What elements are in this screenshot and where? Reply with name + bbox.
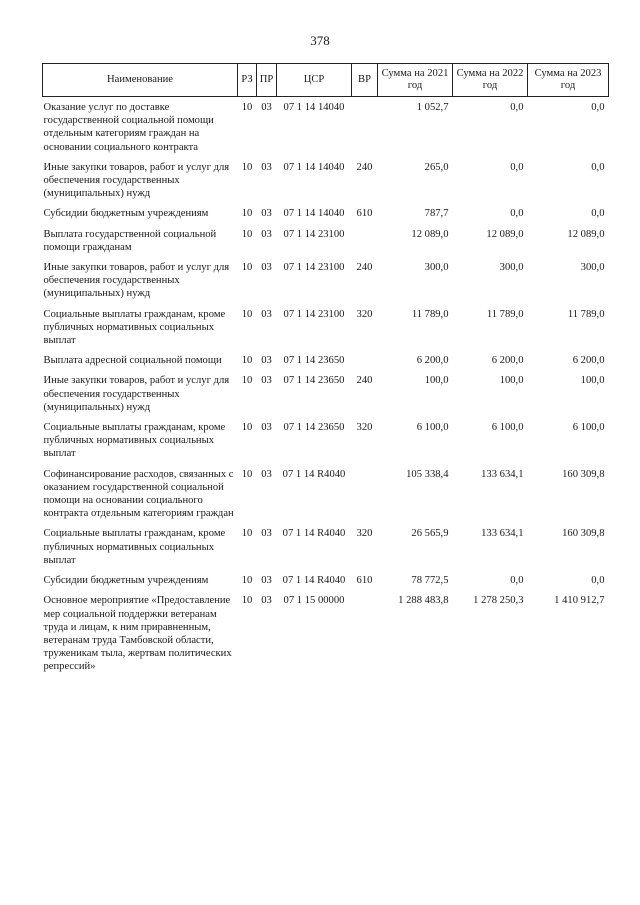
cell-sum-2022: 133 634,1 bbox=[481, 468, 524, 480]
cell-sum-2021: 12 089,0 bbox=[411, 228, 449, 240]
header-2021: Сумма на 2021 год bbox=[378, 64, 453, 97]
cell-sum-2022: 1 278 250,3 bbox=[473, 595, 524, 607]
cell-sum-2023: 6 200,0 bbox=[572, 355, 605, 367]
cell-sum-2021: 1 052,7 bbox=[416, 102, 449, 113]
cell-sum-2023: 160 309,8 bbox=[562, 468, 605, 480]
table-row bbox=[43, 523, 609, 570]
cell-sum-2022: 12 089,0 bbox=[486, 228, 524, 240]
cell-sum-2021: 11 789,0 bbox=[411, 308, 449, 320]
cell-csr: 07 1 14 14040 bbox=[283, 208, 345, 220]
cell-sum-2021: 26 565,9 bbox=[411, 528, 449, 540]
cell-csr: 07 1 15 00000 bbox=[283, 595, 345, 607]
cell-csr: 07 1 14 23100 bbox=[283, 228, 345, 240]
cell-rz: 10 bbox=[241, 528, 253, 540]
table-row bbox=[43, 203, 609, 223]
cell-sum-2023: 0,0 bbox=[591, 208, 605, 220]
table-row bbox=[43, 590, 609, 676]
cell-sum-2023: 0,0 bbox=[591, 161, 605, 173]
cell-sum-2022: 300,0 bbox=[499, 262, 524, 274]
cell-pr: 03 bbox=[261, 102, 272, 113]
table-row bbox=[43, 257, 609, 304]
cell-sum-2023: 160 309,8 bbox=[562, 528, 605, 540]
cell-csr: 07 1 14 23650 bbox=[283, 375, 345, 387]
cell-sum-2021: 265,0 bbox=[424, 161, 449, 173]
cell-sum-2023: 6 100,0 bbox=[572, 422, 605, 434]
cell-sum-2021: 1 288 483,8 bbox=[398, 595, 449, 607]
cell-csr: 07 1 14 23100 bbox=[283, 308, 345, 320]
cell-sum-2021: 6 200,0 bbox=[416, 355, 449, 367]
cell-name: Социальные выплаты гражданам, кроме публичных нормативных социальных выплат bbox=[43, 422, 226, 460]
cell-sum-2022: 133 634,1 bbox=[481, 528, 524, 540]
cell-name: Социальные выплаты гражданам, кроме публичных нормативных социальных выплат bbox=[43, 528, 226, 566]
cell-pr: 03 bbox=[261, 308, 272, 320]
cell-vr: 610 bbox=[356, 575, 373, 587]
cell-rz: 10 bbox=[241, 575, 253, 587]
cell-vr bbox=[352, 97, 378, 157]
cell-rz: 10 bbox=[241, 422, 253, 434]
cell-name: Основное мероприятие «Предоставление мер социальной поддержки ветеранам труда и лицам, к ним приравненным, ветеранам труда Тамбовской области, труженикам тыла, жертвам политических репрессий» bbox=[43, 595, 232, 673]
cell-name: Иные закупки товаров, работ и услуг для обеспечения государственных (муниципальных) нужд bbox=[43, 161, 230, 200]
cell-sum-2022: 0,0 bbox=[510, 102, 524, 113]
cell-pr: 03 bbox=[261, 228, 272, 240]
cell-csr: 07 1 14 23650 bbox=[283, 355, 345, 367]
header-2023: Сумма на 2023 год bbox=[528, 64, 609, 97]
cell-name: Субсидии бюджетным учреждениям bbox=[43, 575, 209, 587]
cell-vr bbox=[352, 464, 378, 524]
cell-sum-2023: 12 089,0 bbox=[567, 228, 605, 240]
cell-vr bbox=[352, 350, 378, 370]
cell-vr: 320 bbox=[356, 528, 373, 540]
cell-sum-2021: 300,0 bbox=[424, 262, 449, 274]
header-2022: Сумма на 2022 год bbox=[453, 64, 528, 97]
cell-sum-2021: 787,7 bbox=[424, 208, 449, 220]
cell-sum-2021: 78 772,5 bbox=[411, 575, 449, 587]
cell-sum-2023: 0,0 bbox=[591, 575, 605, 587]
cell-pr: 03 bbox=[261, 422, 272, 434]
cell-vr: 240 bbox=[356, 161, 373, 173]
cell-rz: 10 bbox=[241, 308, 253, 320]
cell-sum-2021: 105 338,4 bbox=[406, 468, 449, 480]
cell-rz: 10 bbox=[241, 355, 253, 367]
header-csr: ЦСР bbox=[277, 64, 352, 97]
cell-pr: 03 bbox=[261, 528, 272, 540]
cell-sum-2022: 6 200,0 bbox=[491, 355, 524, 367]
cell-name: Иные закупки товаров, работ и услуг для обеспечения государственных (муниципальных) нужд bbox=[43, 375, 230, 413]
header-pr: ПР bbox=[257, 64, 277, 97]
cell-sum-2022: 6 100,0 bbox=[491, 422, 524, 434]
cell-vr bbox=[352, 590, 378, 676]
cell-sum-2022: 11 789,0 bbox=[486, 308, 524, 320]
cell-pr: 03 bbox=[261, 355, 272, 367]
cell-sum-2021: 6 100,0 bbox=[416, 422, 449, 434]
cell-name: Социальные выплаты гражданам, кроме публичных нормативных социальных выплат bbox=[43, 308, 226, 347]
table-row bbox=[43, 370, 609, 417]
header-rz: РЗ bbox=[238, 64, 257, 97]
cell-pr: 03 bbox=[261, 262, 272, 274]
budget-table bbox=[42, 63, 609, 677]
page-number: 378 bbox=[310, 33, 330, 48]
cell-sum-2022: 0,0 bbox=[510, 575, 524, 587]
cell-rz: 10 bbox=[241, 228, 253, 240]
cell-rz: 10 bbox=[241, 262, 253, 274]
cell-name: Субсидии бюджетным учреждениям bbox=[43, 208, 209, 220]
cell-vr: 240 bbox=[356, 262, 373, 274]
table-row bbox=[43, 97, 609, 157]
cell-vr: 610 bbox=[356, 208, 373, 220]
header-name: Наименование bbox=[43, 64, 238, 97]
cell-csr: 07 1 14 23650 bbox=[283, 422, 345, 434]
cell-vr: 240 bbox=[356, 375, 373, 387]
cell-pr: 03 bbox=[261, 575, 272, 587]
cell-pr: 03 bbox=[261, 208, 272, 220]
cell-rz: 10 bbox=[241, 595, 253, 607]
cell-csr: 07 1 14 14040 bbox=[283, 102, 345, 113]
cell-vr bbox=[352, 224, 378, 257]
cell-pr: 03 bbox=[261, 468, 272, 480]
cell-sum-2023: 1 410 912,7 bbox=[554, 595, 605, 607]
table-row bbox=[43, 350, 609, 370]
cell-name: Иные закупки товаров, работ и услуг для обеспечения государственных (муниципальных) нужд bbox=[43, 262, 230, 300]
table-row bbox=[43, 157, 609, 204]
header-vr: ВР bbox=[352, 64, 378, 97]
cell-vr: 320 bbox=[356, 422, 373, 434]
cell-name: Выплата адресной социальной помощи bbox=[43, 355, 222, 367]
table-row bbox=[43, 570, 609, 590]
cell-pr: 03 bbox=[261, 595, 272, 607]
cell-rz: 10 bbox=[241, 161, 253, 173]
table-row bbox=[43, 224, 609, 257]
table-row bbox=[43, 464, 609, 524]
table-row bbox=[43, 417, 609, 464]
cell-sum-2023: 100,0 bbox=[580, 375, 605, 387]
cell-sum-2023: 0,0 bbox=[591, 102, 605, 113]
cell-csr: 07 1 14 23100 bbox=[283, 262, 345, 274]
cell-pr: 03 bbox=[261, 375, 272, 387]
cell-name: Софинансирование расходов, связанных с оказанием государственной социальной помощи на основании социального контракта отдельным категориям граждан bbox=[43, 468, 234, 520]
cell-sum-2022: 0,0 bbox=[510, 161, 524, 173]
cell-sum-2022: 0,0 bbox=[510, 208, 524, 220]
cell-sum-2023: 300,0 bbox=[580, 262, 605, 274]
cell-rz: 10 bbox=[241, 468, 253, 480]
cell-rz: 10 bbox=[241, 375, 253, 387]
cell-csr: 07 1 14 14040 bbox=[283, 161, 345, 173]
cell-rz: 10 bbox=[241, 102, 253, 113]
cell-rz: 10 bbox=[241, 208, 253, 220]
cell-csr: 07 1 14 R4040 bbox=[282, 468, 346, 480]
cell-name: Выплата государственной социальной помощи гражданам bbox=[43, 228, 217, 253]
table-row bbox=[43, 304, 609, 351]
cell-sum-2021: 100,0 bbox=[424, 375, 449, 387]
cell-csr: 07 1 14 R4040 bbox=[282, 528, 346, 540]
cell-sum-2023: 11 789,0 bbox=[567, 308, 605, 320]
cell-vr: 320 bbox=[356, 308, 373, 320]
cell-sum-2022: 100,0 bbox=[499, 375, 524, 387]
cell-pr: 03 bbox=[261, 161, 272, 173]
table-body bbox=[43, 97, 609, 677]
cell-name: Оказание услуг по доставке государственной социальной помощи отдельным категориям граждан на основании социального контракта bbox=[43, 102, 214, 153]
cell-csr: 07 1 14 R4040 bbox=[282, 575, 346, 587]
table-header-row bbox=[43, 64, 609, 97]
